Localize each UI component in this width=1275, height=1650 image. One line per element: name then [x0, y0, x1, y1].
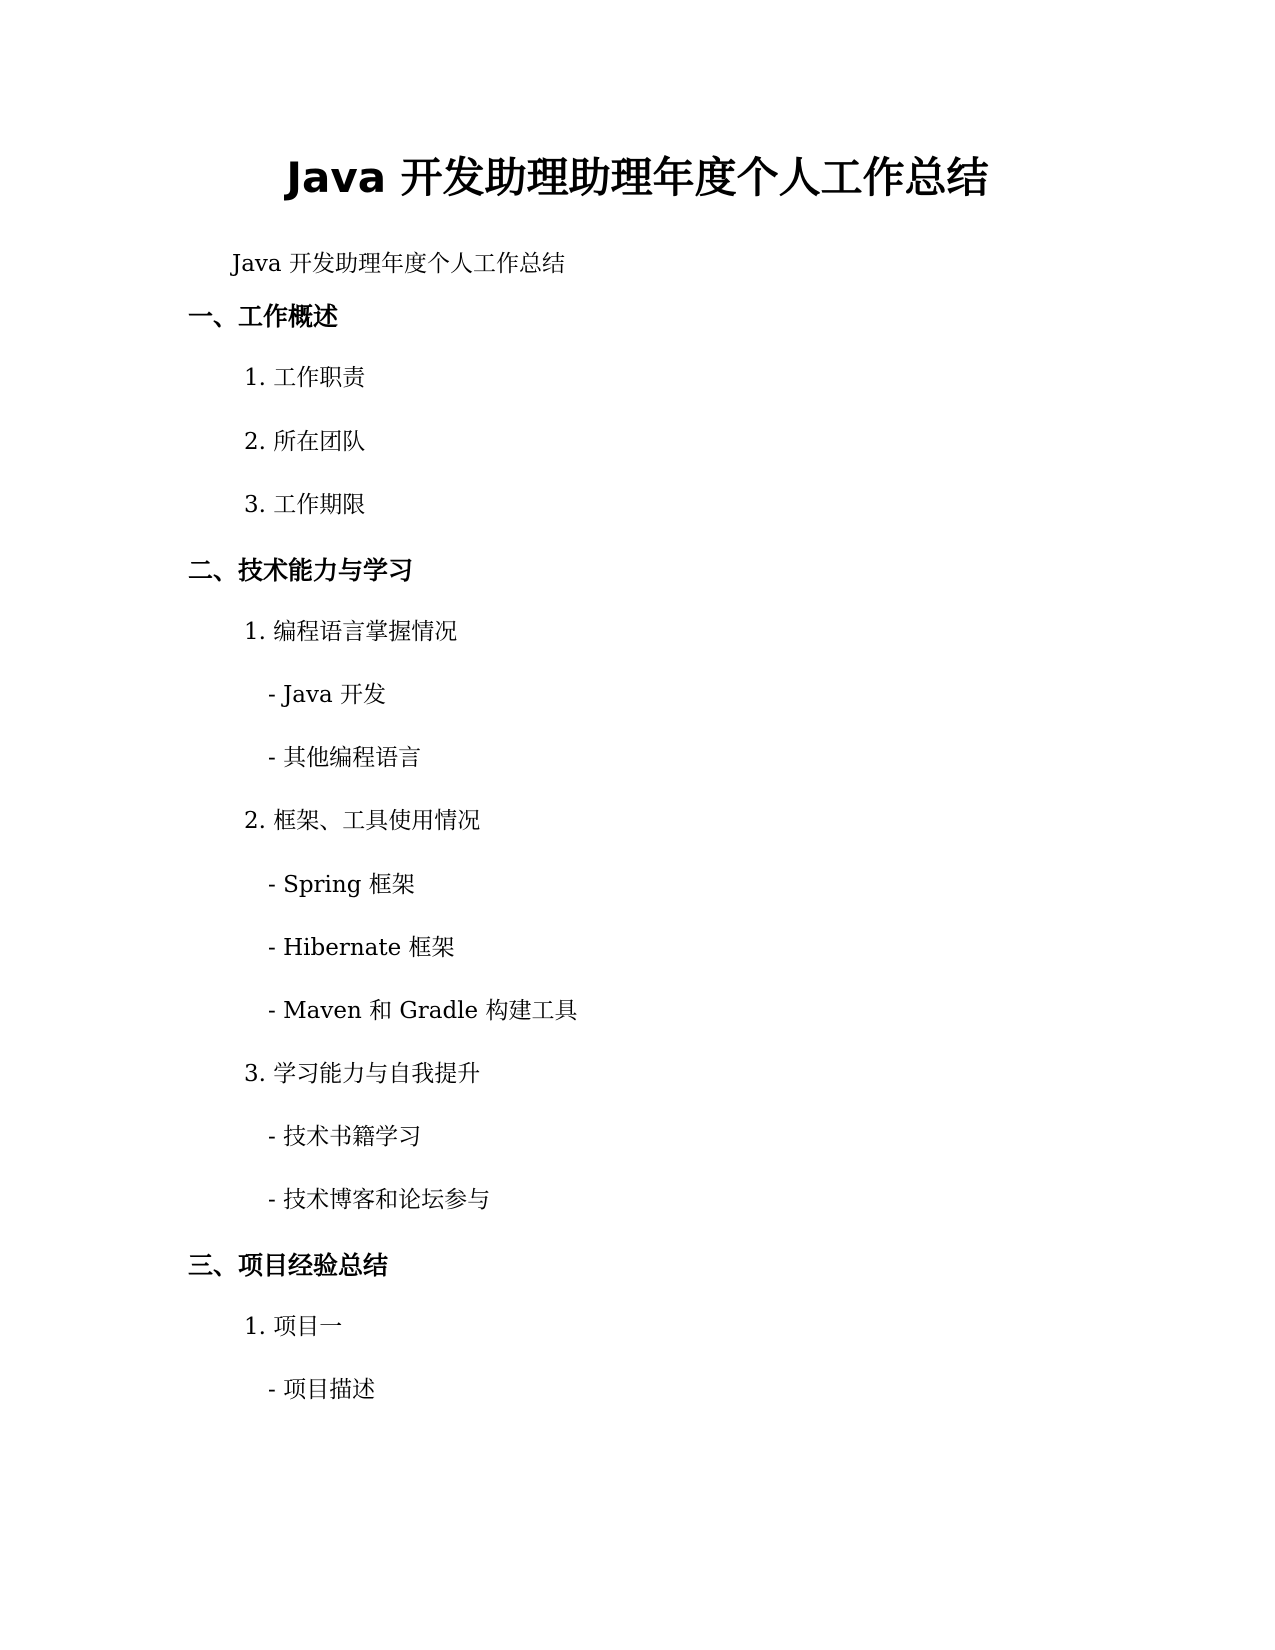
list-subitem: - Hibernate 框架 — [268, 935, 455, 961]
document-title: Java 开发助理助理年度个人工作总结 — [286, 153, 989, 202]
list-item: 2. 所在团队 — [244, 429, 366, 455]
list-item: 3. 工作期限 — [244, 492, 366, 518]
list-subitem: - Java 开发 — [268, 682, 387, 708]
list-item: 1. 编程语言掌握情况 — [244, 619, 458, 645]
list-item: 1. 工作职责 — [244, 365, 366, 391]
list-subitem: - 其他编程语言 — [268, 745, 422, 771]
document-subtitle: Java 开发助理年度个人工作总结 — [232, 251, 565, 277]
list-item: 2. 框架、工具使用情况 — [244, 808, 481, 834]
list-subitem: - Spring 框架 — [268, 872, 415, 898]
list-subitem: - 技术博客和论坛参与 — [268, 1187, 491, 1213]
section-heading-overview: 一、工作概述 — [188, 302, 339, 331]
list-item: 1. 项目一 — [244, 1314, 343, 1340]
list-subitem: - Maven 和 Gradle 构建工具 — [268, 998, 578, 1024]
list-item: 3. 学习能力与自我提升 — [244, 1061, 481, 1087]
section-heading-projects: 三、项目经验总结 — [188, 1251, 389, 1280]
list-subitem: - 技术书籍学习 — [268, 1124, 422, 1150]
section-heading-skills: 二、技术能力与学习 — [188, 556, 414, 585]
list-subitem: - 项目描述 — [268, 1377, 376, 1403]
